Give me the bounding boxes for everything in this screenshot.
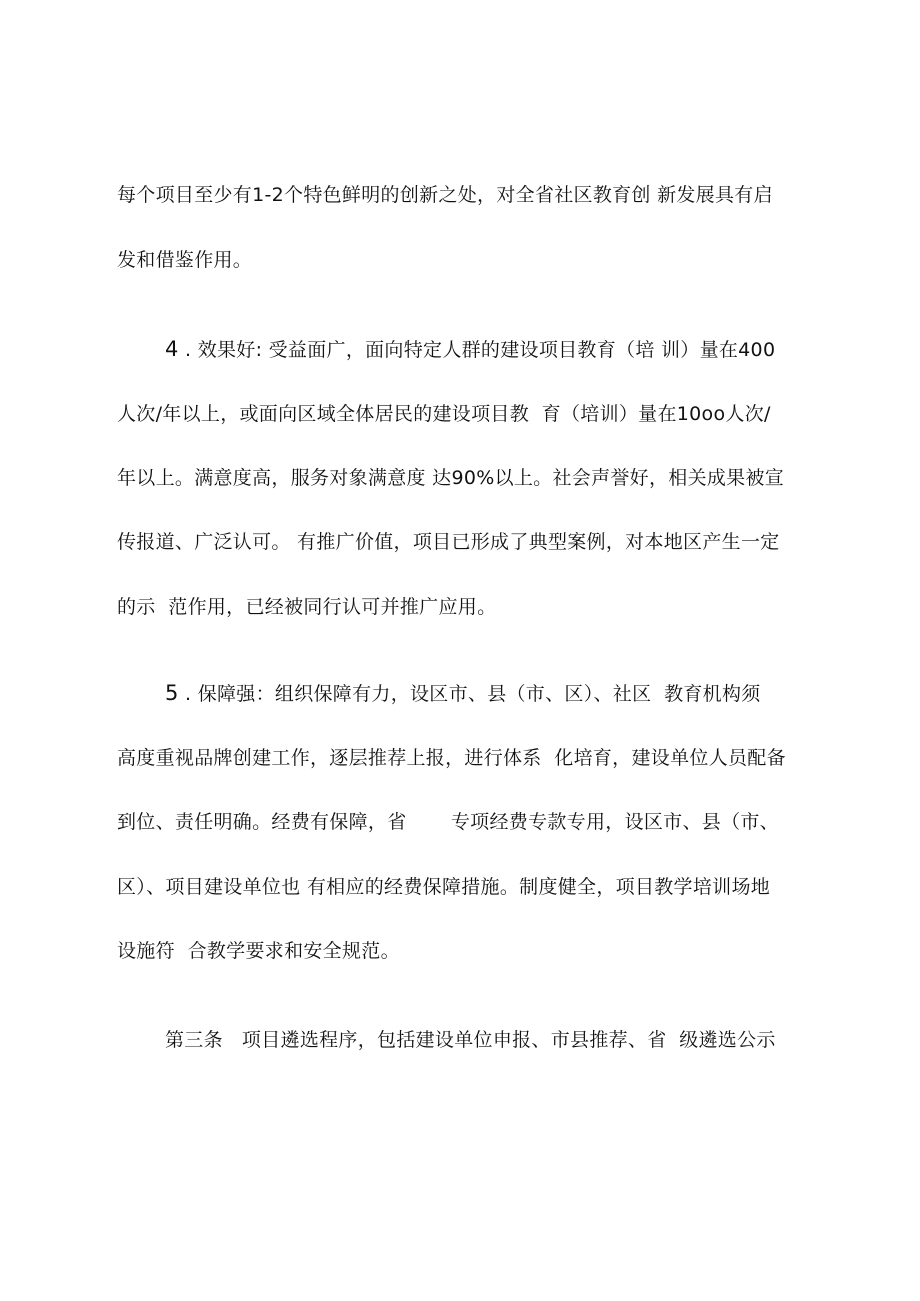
item-4-line-1 bbox=[165, 336, 865, 363]
article-3-line-1: 第三条 项目遴选程序，包括建设单位申报、市县推荐、省 级遴选公示 bbox=[165, 1029, 776, 1051]
innovation-line-2: 发和借鉴作用。 bbox=[117, 249, 253, 271]
item-5-number: 5 bbox=[165, 681, 179, 705]
item-5-line-5: 设施符 合教学要求和安全规范。 bbox=[117, 940, 400, 962]
innovation-line-1: 每个项目至少有1-2个特色鲜明的创新之处，对全省社区教育创 新发展具有启 bbox=[117, 184, 773, 206]
item-5-line-2: 高度重视品牌创建工作，逐层推荐上报，进行体系 化培育，建设单位人员配备 bbox=[117, 747, 786, 769]
item-4-line-4: 传报道、广泛认可。 有推广价值，项目已形成了典型案例，对本地区产生一定 bbox=[117, 531, 780, 553]
item-4-number: 4 bbox=[165, 337, 179, 361]
item-5-line-3: 到位、责任明确。经费有保障，省 专项经费专款专用，设区市、县（市、 bbox=[117, 811, 779, 833]
item-5-line-1-text: . 保障强：组织保障有力，设区市、县（市、区）、社区 教育机构须 bbox=[178, 683, 761, 705]
item-4-line-2: 人次/年以上，或面向区域全体居民的建设项目教 育（培训）量在10oo人次/ bbox=[117, 403, 771, 425]
item-4-line-3: 年以上。满意度高，服务对象满意度 达90%以上。社会声誉好，相关成果被宣 bbox=[117, 467, 785, 489]
item-5-line-1 bbox=[165, 680, 865, 707]
item-4-line-5: 的示 范作用，已经被同行认可并推广应用。 bbox=[117, 596, 497, 618]
item-4-line-1-text: . 效果好: 受益面广，面向特定人群的建设项目教育（培 训）量在400 bbox=[178, 339, 776, 361]
item-5-line-4: 区）、项目建设单位也 有相应的经费保障措施。制度健全，项目教学培训场地 bbox=[117, 876, 771, 898]
